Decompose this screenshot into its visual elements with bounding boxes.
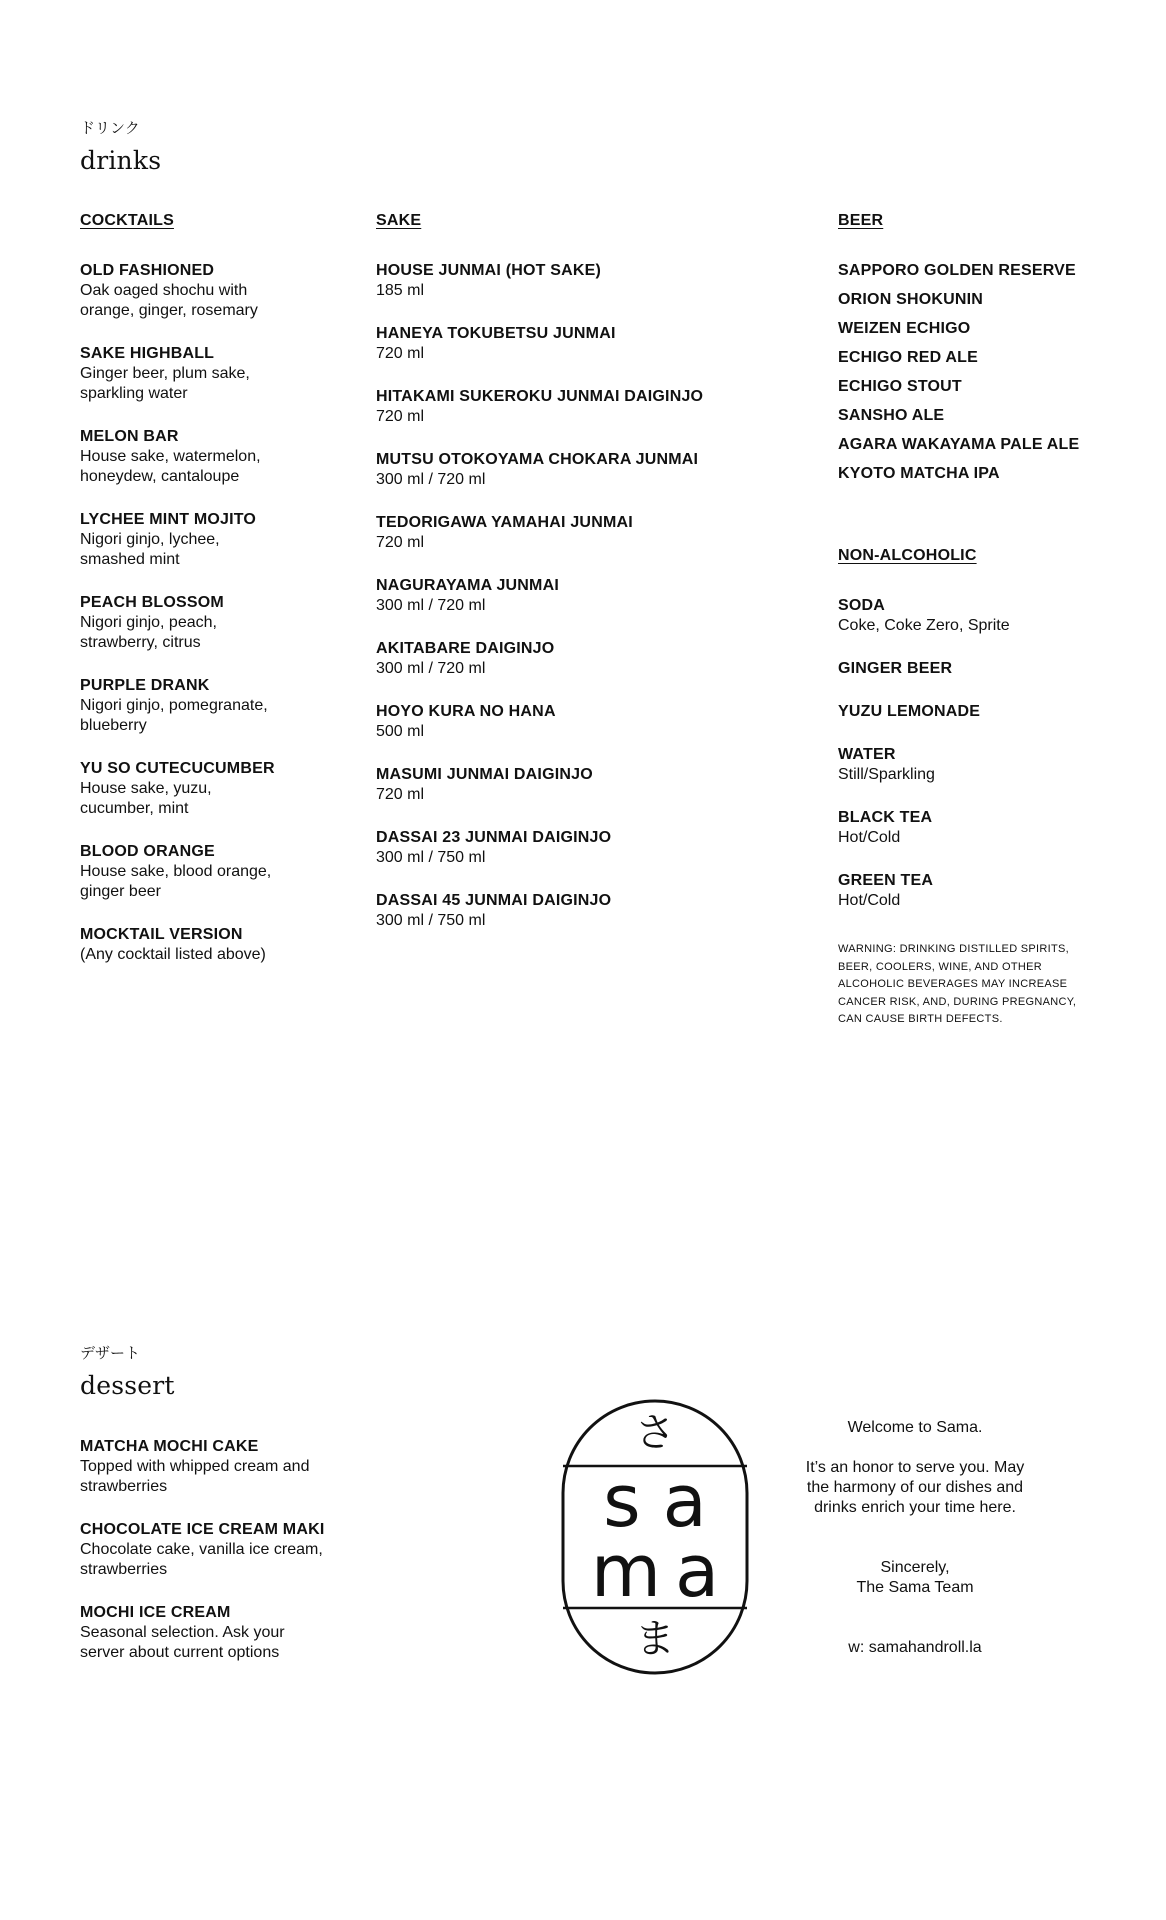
menu-item xyxy=(838,658,1138,679)
menu-item-name: YU SO CUTECUCUMBER xyxy=(80,760,275,777)
menu-item-name: NAGURAYAMA JUNMAI xyxy=(376,577,559,594)
beer-item: KYOTO MATCHA IPA xyxy=(838,465,1000,482)
welcome-greeting: Welcome to Sama. xyxy=(847,1419,983,1436)
menu-item-description: Hot/Cold xyxy=(838,892,901,909)
menu-item-description: 300 ml / 750 ml xyxy=(376,849,486,866)
menu-item xyxy=(376,638,756,679)
menu-item xyxy=(376,890,756,931)
warning-line: CAN CAUSE BIRTH DEFECTS. xyxy=(838,1013,1003,1025)
non-alcoholic-heading: NON-ALCOHOLIC xyxy=(838,547,977,564)
welcome-signoff xyxy=(790,1558,1040,1598)
menu-item xyxy=(80,260,340,321)
dessert-title: dessert xyxy=(80,1371,175,1400)
menu-item-description: honeydew, cantaloupe xyxy=(80,468,240,485)
menu-item-description: Oak oaged shochu with xyxy=(80,282,248,299)
alcohol-warning xyxy=(838,941,1138,1029)
menu-item-name: SODA xyxy=(838,597,886,614)
cocktails-column xyxy=(80,212,340,987)
menu-item-description: 720 ml xyxy=(376,534,425,551)
menu-item xyxy=(376,260,756,301)
menu-item xyxy=(376,386,756,427)
menu-item-description: server about current options xyxy=(80,1644,280,1661)
welcome-note xyxy=(790,1418,1040,1658)
menu-item-description: 300 ml / 750 ml xyxy=(376,912,486,929)
welcome-message-line: It’s an honor to serve you. May xyxy=(805,1459,1025,1476)
menu-item xyxy=(376,764,756,805)
menu-item-description: 720 ml xyxy=(376,786,425,803)
menu-item-name: DASSAI 23 JUNMAI DAIGINJO xyxy=(376,829,612,846)
menu-item-name: GINGER BEER xyxy=(838,660,953,677)
menu-item-name: BLOOD ORANGE xyxy=(80,843,215,860)
menu-item xyxy=(80,509,340,570)
menu-item xyxy=(80,592,340,653)
menu-item-description: 720 ml xyxy=(376,408,425,425)
menu-item-description: House sake, watermelon, xyxy=(80,448,261,465)
menu-item-description: (Any cocktail listed above) xyxy=(80,946,266,963)
dessert-column xyxy=(80,1436,380,1685)
menu-item xyxy=(80,924,340,965)
menu-item-name: MOCKTAIL VERSION xyxy=(80,926,243,943)
beer-heading: BEER xyxy=(838,212,884,229)
menu-item-description: blueberry xyxy=(80,717,147,734)
cocktail-list xyxy=(80,260,340,965)
menu-item xyxy=(80,1602,380,1663)
drinks-title: drinks xyxy=(80,146,162,175)
menu-item xyxy=(80,1436,380,1497)
menu-item-description: 500 ml xyxy=(376,723,425,740)
menu-item-description: Still/Sparkling xyxy=(838,766,935,783)
menu-item-description: 300 ml / 720 ml xyxy=(376,660,486,677)
menu-item-name: AKITABARE DAIGINJO xyxy=(376,640,555,657)
welcome-message-line: the harmony of our dishes and xyxy=(806,1479,1024,1496)
beer-item: WEIZEN ECHIGO xyxy=(838,320,971,337)
menu-item xyxy=(80,841,340,902)
beer-item: SANSHO ALE xyxy=(838,407,945,424)
dessert-jp-label: デザート xyxy=(80,1344,141,1362)
logo-line-ma: ma xyxy=(590,1529,734,1613)
menu-item-description: Nigori ginjo, pomegranate, xyxy=(80,697,268,714)
warning-line: BEER, COOLERS, WINE, AND OTHER xyxy=(838,960,1042,973)
menu-item xyxy=(376,512,756,553)
menu-item xyxy=(838,595,1138,636)
non-alcoholic-column xyxy=(838,547,1138,1029)
logo-top-kana: さ xyxy=(635,1410,675,1456)
menu-item-name: BLACK TEA xyxy=(838,809,933,826)
menu-item-description: cucumber, mint xyxy=(80,800,189,817)
sama-logo xyxy=(560,1398,750,1676)
menu-item-name: CHOCOLATE ICE CREAM MAKI xyxy=(80,1521,325,1538)
menu-item xyxy=(838,870,1138,911)
menu-item-name: HANEYA TOKUBETSU JUNMAI xyxy=(376,325,616,342)
menu-item xyxy=(838,701,1138,722)
menu-item-description: 300 ml / 720 ml xyxy=(376,471,486,488)
beer-item: AGARA WAKAYAMA PALE ALE xyxy=(838,436,1080,453)
menu-item-description: Ginger beer, plum sake, xyxy=(80,365,250,382)
menu-item-name: DASSAI 45 JUNMAI DAIGINJO xyxy=(376,892,612,909)
warning-line: CANCER RISK, AND, DURING PREGNANCY, xyxy=(838,995,1077,1008)
menu-item-name: MASUMI JUNMAI DAIGINJO xyxy=(376,766,593,783)
sake-heading: SAKE xyxy=(376,212,422,229)
menu-item-name: HITAKAMI SUKEROKU JUNMAI DAIGINJO xyxy=(376,388,704,405)
menu-item-description: 720 ml xyxy=(376,345,425,362)
cocktails-heading: COCKTAILS xyxy=(80,212,174,229)
beer-item: ECHIGO STOUT xyxy=(838,378,962,395)
menu-item-description: Nigori ginjo, peach, xyxy=(80,614,217,631)
beer-column xyxy=(838,212,1138,492)
menu-item-name: LYCHEE MINT MOJITO xyxy=(80,511,257,528)
menu-item-description: ginger beer xyxy=(80,883,161,900)
dessert-list xyxy=(80,1436,380,1663)
menu-item-description: Seasonal selection. Ask your xyxy=(80,1624,285,1641)
signoff-line: Sincerely, xyxy=(880,1559,950,1576)
menu-item xyxy=(80,343,340,404)
welcome-message-line: drinks enrich your time here. xyxy=(814,1499,1016,1516)
menu-item xyxy=(376,701,756,742)
beer-item: ECHIGO RED ALE xyxy=(838,349,978,366)
menu-item-description: sparkling water xyxy=(80,385,188,402)
menu-item-name: GREEN TEA xyxy=(838,872,934,889)
menu-item-description: Chocolate cake, vanilla ice cream, xyxy=(80,1541,323,1558)
menu-item-name: HOUSE JUNMAI (HOT SAKE) xyxy=(376,262,602,279)
menu-item-description: strawberry, citrus xyxy=(80,634,201,651)
beer-item: SAPPORO GOLDEN RESERVE xyxy=(838,262,1076,279)
menu-item-description: 185 ml xyxy=(376,282,425,299)
menu-item-name: WATER xyxy=(838,746,896,763)
menu-item xyxy=(376,449,756,490)
menu-item xyxy=(838,744,1138,785)
warning-line: WARNING: DRINKING DISTILLED SPIRITS, xyxy=(838,943,1070,955)
logo-line-sa: sa xyxy=(603,1459,729,1543)
menu-item-name: PEACH BLOSSOM xyxy=(80,594,224,611)
menu-item xyxy=(376,575,756,616)
menu-item-description: House sake, blood orange, xyxy=(80,863,272,880)
menu-item-description: orange, ginger, rosemary xyxy=(80,302,258,319)
menu-item xyxy=(376,827,756,868)
menu-item-name: HOYO KURA NO HANA xyxy=(376,703,556,720)
menu-item-name: TEDORIGAWA YAMAHAI JUNMAI xyxy=(376,514,633,531)
menu-item-name: PURPLE DRANK xyxy=(80,677,210,694)
menu-item-name: MATCHA MOCHI CAKE xyxy=(80,1438,259,1455)
menu-item-description: smashed mint xyxy=(80,551,180,568)
menu-item-description: Topped with whipped cream and xyxy=(80,1458,310,1475)
menu-item xyxy=(376,323,756,364)
menu-item-name: SAKE HIGHBALL xyxy=(80,345,215,362)
warning-line: ALCOHOLIC BEVERAGES MAY INCREASE xyxy=(838,978,1068,990)
menu-item xyxy=(80,675,340,736)
menu-item-description: strawberries xyxy=(80,1478,168,1495)
menu-item xyxy=(80,426,340,487)
menu-item-name: MUTSU OTOKOYAMA CHOKARA JUNMAI xyxy=(376,451,699,468)
sake-list xyxy=(376,260,756,931)
beer-list xyxy=(838,260,1138,484)
logo-bottom-kana: ま xyxy=(635,1616,675,1662)
menu-item-description: Nigori ginjo, lychee, xyxy=(80,531,220,548)
sake-column xyxy=(376,212,756,953)
website[interactable]: w: samahandroll.la xyxy=(848,1639,982,1656)
welcome-message xyxy=(790,1458,1040,1518)
menu-item-description: House sake, yuzu, xyxy=(80,780,212,797)
menu-item-description: strawberries xyxy=(80,1561,168,1578)
menu-item-description: Coke, Coke Zero, Sprite xyxy=(838,617,1010,634)
menu-item xyxy=(80,1519,380,1580)
signoff-line: The Sama Team xyxy=(856,1579,974,1596)
menu-item-name: MOCHI ICE CREAM xyxy=(80,1604,231,1621)
non-alcoholic-list xyxy=(838,595,1138,911)
beer-item: ORION SHOKUNIN xyxy=(838,291,984,308)
menu-item-description: 300 ml / 720 ml xyxy=(376,597,486,614)
menu-item-name: OLD FASHIONED xyxy=(80,262,215,279)
drinks-jp-label: ドリンク xyxy=(80,119,140,137)
menu-item-description: Hot/Cold xyxy=(838,829,901,846)
menu-item-name: YUZU LEMONADE xyxy=(838,703,981,720)
menu-item xyxy=(838,807,1138,848)
menu-item-name: MELON BAR xyxy=(80,428,179,445)
menu-item xyxy=(80,758,340,819)
